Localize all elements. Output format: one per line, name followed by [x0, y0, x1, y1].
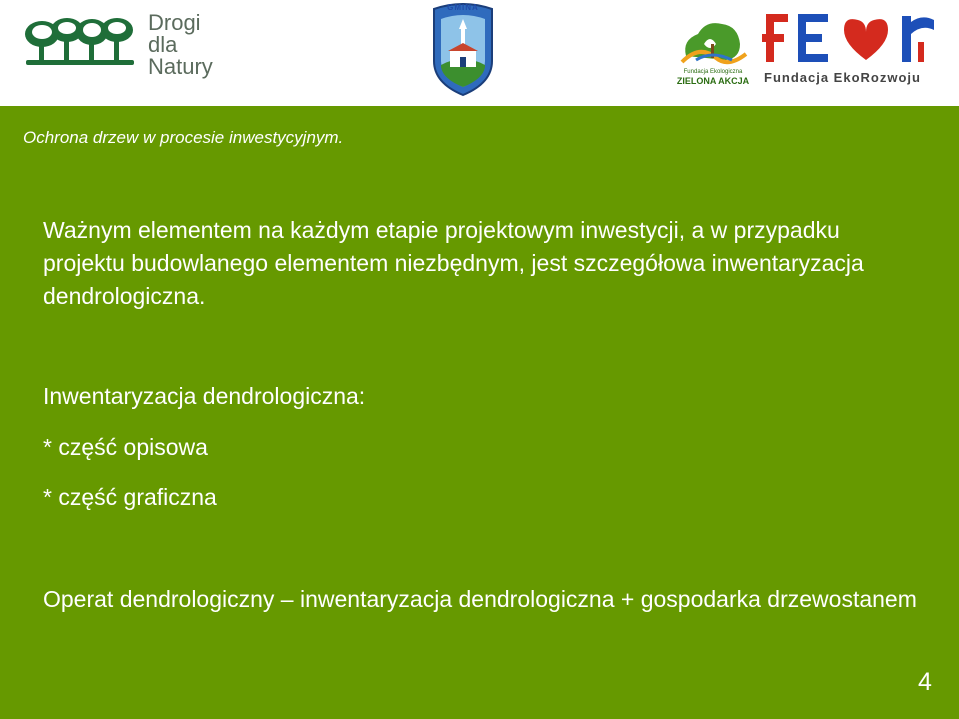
drogi-logo-line1: Drogi — [148, 10, 201, 35]
operat-paragraph: Operat dendrologiczny – inwentaryzacja dendrologiczna + gospodarka drzewostanem — [43, 586, 917, 612]
zielona-small-text: Fundacja Ekologiczna — [683, 69, 743, 75]
gmina-crest-logo — [428, 3, 498, 97]
drogi-logo-line2: dla — [148, 32, 178, 57]
drogi-logo-line3: Natury — [148, 54, 213, 79]
fer-letters-icon — [762, 12, 938, 68]
drogi-dla-natury-logo — [22, 10, 222, 90]
church-crest-icon — [428, 3, 498, 97]
trees-icon — [22, 10, 142, 70]
intro-paragraph: Ważnym elementem na każdym etapie projektowym inwestycji, a w przypadku projektu budowlanego elementem niezbędnym, jest szczegółowa inwentaryzacja dendrologiczna. — [43, 217, 864, 309]
drogi-logo-text — [148, 12, 213, 78]
list-item-opisowa: * część opisowa — [43, 434, 208, 460]
zielona-big-text: ZIELONA AKCJA — [676, 76, 750, 86]
page-number: 4 — [918, 668, 932, 696]
fer-caption: Fundacja EkoRozwoju — [764, 70, 921, 85]
list-heading: Inwentaryzacja dendrologiczna: — [43, 383, 366, 409]
gmina-crest-text: GMINA — [447, 3, 479, 12]
list-item-graficzna: * część graficzna — [43, 484, 217, 510]
fundacja-ekorozwoju-logo — [762, 12, 938, 92]
zielona-akcja-logo — [676, 14, 750, 94]
logo-header — [0, 0, 959, 106]
tree-heart-icon — [676, 14, 750, 68]
slide-subtitle: Ochrona drzew w procesie inwestycyjnym. — [23, 128, 344, 147]
